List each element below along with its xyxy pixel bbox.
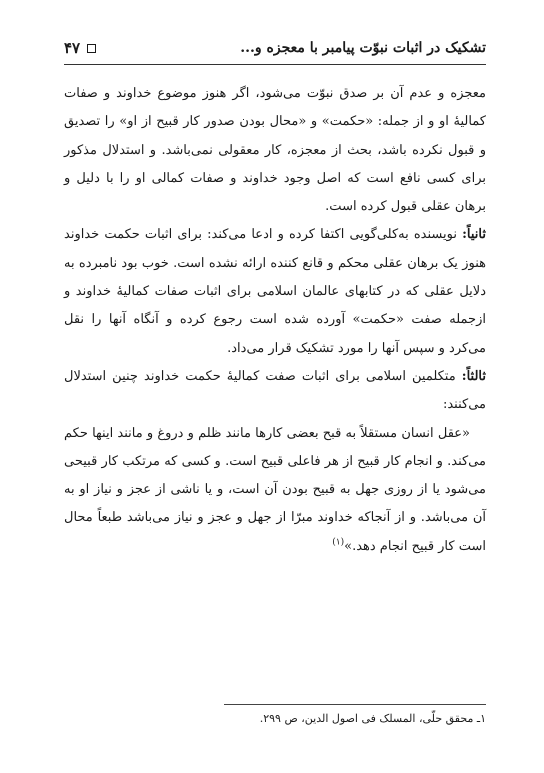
paragraph-text: نویسنده به‌کلی‌گویی اکتفا کرده و ادعا می‌کند: برای اثبات حکمت خداوند هنوز یک برهان عقلی محکم و قانع کننده ارائه نشده است. خوب بود نامبرده به دلایل عقلی که در کتابهای عالمان اسلامی برای اثبات صفات کمالیهٔ خداوند و ازجمله صفت «حکمت» آورده شده است رجوع کرده و آنگاه آنها را نقل می‌کرد و سپس آنها را مورد تشکیک قرار می‌داد. (64, 227, 486, 356)
footnote: ۱ـ محقق حلّی، المسلک فی اصول الدین، ص ۲۹۹. (259, 712, 486, 725)
quoted-paragraph (64, 420, 486, 561)
paragraph-text: معجزه و عدم آن بر صدق نبوّت می‌شود، اگر هنوز موضوع خداوند و صفات کمالیهٔ او و از جمله: «حکمت» و «محال بودن صدور کار قبیح از او» را تصدیق و قبول نکرده باشد، بحث از معجزه، کار معقولی نمی‌باشد. و استدلال مذکور برای کسی نافع است که اصل وجود خداوند و صفات کمالی او را با دلیل و برهان عقلی قبول کرده است. (64, 86, 486, 215)
body-text (64, 80, 486, 561)
running-title: تشکیک در اثبات نبوّت پیامبر با معجزه و... (240, 40, 486, 56)
footnote-divider (224, 704, 486, 705)
paragraph (64, 221, 486, 362)
lead-word: ثانیاً: (462, 227, 486, 243)
page-header (64, 38, 486, 65)
footnote-reference: (۱) (332, 537, 345, 548)
paragraph-text: «عقل انسان مستقلاً به قبح بعضی کارها مانند ظلم و دروغ و مانند اینها حکم می‌کند. و انجام کار قبیح از هر فاعلی قبیح است. و کسی که مرتکب کار قبیحی می‌شود یا از روزی جهل به قبیح بودن آن است، و یا ناشی از عجز و نیاز او به آن می‌باشد. و از آنجاکه خداوند مبرّا از جهل و عجز و نیاز می‌باشد طبعاً محال است کار قبیح انجام دهد.» (64, 425, 486, 554)
page-number: ۴۷ (64, 39, 81, 57)
lead-word: ثالثاً: (461, 368, 486, 384)
paragraph (64, 80, 486, 221)
page-number-block (64, 39, 96, 57)
paragraph (64, 363, 486, 420)
square-outline-icon (87, 44, 96, 53)
paragraph-text: متکلمین اسلامی برای اثبات صفت کمالیهٔ حکمت خداوند چنین استدلال می‌کنند: (64, 368, 486, 413)
